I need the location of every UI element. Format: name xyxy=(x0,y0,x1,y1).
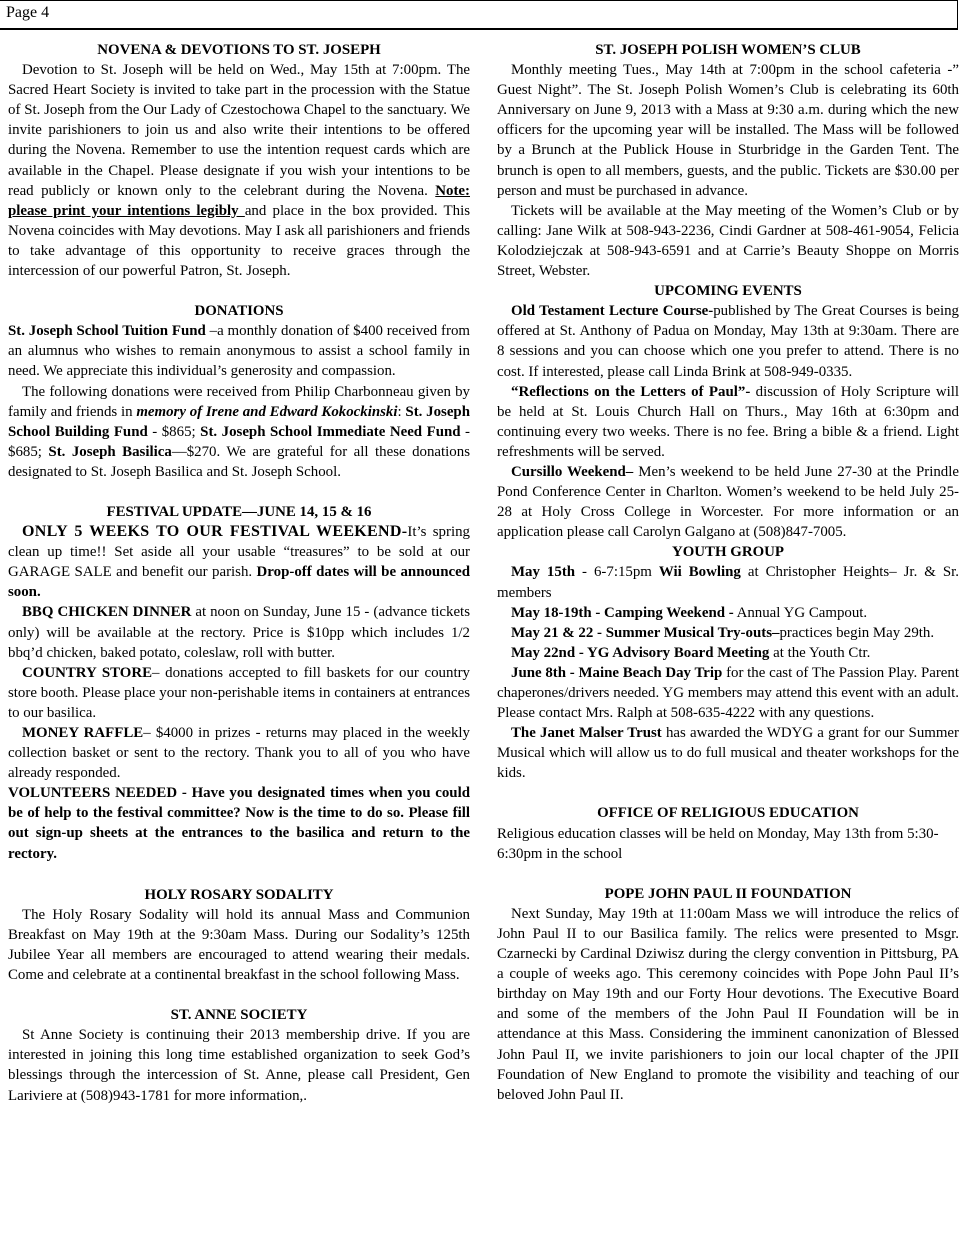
youth-item-3: May 21 & 22 - Summer Musical Try-outs–practices begin May 29th. xyxy=(511,624,935,641)
youth-item-2: May 18-19th - Camping Weekend - Annual YG Campout. xyxy=(511,604,868,621)
festival-volunteers: VOLUNTEERS NEEDED - Have you designated times when you could be of help to the festival committee? Now is the time to do so. Please fill out sign-up sheets at the entrances to the basilica and return to the rectory. xyxy=(8,785,470,862)
donations-tuition-paragraph: St. Joseph School Tuition Fund –a monthly donation of $400 received from an alumnus who wishes to remain anonymous to assist a school family in need. We appreciate this individual’s generosity and compassion. xyxy=(8,323,470,380)
novena-heading: NOVENA & DEVOTIONS TO ST. JOSEPH xyxy=(97,42,381,58)
festival-intro: ONLY 5 WEEKS TO OUR FESTIVAL WEEKEND-It’s spring clean up time!! Set aside all your usable “treasures” to be sold at our GARAGE SALE and benefit our parish. Drop-off dates will be announced soon. xyxy=(8,523,470,601)
novena-section xyxy=(8,40,470,281)
rosary-paragraph: The Holy Rosary Sodality will hold its annual Mass and Communion Breakfast on May 19th at the 9:30am Mass. During our Sodality’s 125th Jubilee Year all members are encouraged to attend wearing their medals. Come and celebrate at a continental breakfast in the school following Mass. xyxy=(8,906,470,984)
festival-heading: FESTIVAL UPDATE—JUNE 14, 15 & 16 xyxy=(106,503,372,520)
right-column xyxy=(497,40,959,1105)
youth-group-section xyxy=(497,542,959,783)
left-column xyxy=(8,40,470,1106)
stanne-heading: ST. ANNE SOCIETY xyxy=(170,1007,308,1024)
religious-ed-section xyxy=(497,803,959,863)
jp2-section xyxy=(497,884,959,1105)
novena-paragraph: Devotion to St. Joseph will be held on Wed., May 15th at 7:00pm. The Sacred Heart Society is invited to take part in the procession with the Statue of St. Joseph from the Our Lady of Czestochowa Chapel to the sanctuary. We invite parishioners to join us and also write their intentions to be offered during the Novena. Remember to use the intention request cards which are available in the Chapel. Please designate if you wish your intentions to be read publicly or known only to the celebrant during the Novena. Note: please print your intentions legibly and place in the box provided. This Novena coincides with May devotions. May I ask all parishioners and friends to take advantage of this opportunity to receive graces through the intercession of our powerful Patron, St. Joseph. xyxy=(8,62,470,280)
donations-memorial-paragraph: The following donations were received from Philip Charbonneau given by family and friends in memory of Irene and Edward Kokockinski: St. Joseph School Building Fund - $865; St. Joseph School Immediate Need Fund - $685; St. Joseph Basilica—$270. We are grateful for all these donations designated to St. Joseph Basilica and St. Joseph School. xyxy=(8,383,471,480)
youth-trust: The Janet Malser Trust has awarded the WDYG a grant for our Summer Musical which will allow us to do full musical and theater workshops for the kids. xyxy=(497,725,959,782)
festival-bbq: BBQ CHICKEN DINNER at noon on Sunday, June 15 - (advance tickets only) will be available at the rectory. Price is $10pp which includes 1/2 bbq’d chicken, baked potato, coleslaw, roll with butter. xyxy=(8,604,470,661)
festival-store: COUNTRY STORE– donations accepted to fill baskets for our country store booth. Please place your non-perishable items in containers at entrances to our basilica. xyxy=(8,664,470,721)
upcoming-ot-lecture: Old Testament Lecture Course-published by The Great Courses is being offered at St. Anthony of Padua on Monday, May 13th at 9:30am. There are 8 sessions and you can choose which one you prefer to attend. There is no cost. If interested, please call Linda Brink at 508-949-0335. xyxy=(497,303,959,380)
youth-item-4: May 22nd - YG Advisory Board Meeting at the Youth Ctr. xyxy=(511,644,871,661)
festival-section xyxy=(8,502,470,864)
donations-heading: DONATIONS xyxy=(194,303,284,320)
stanne-section xyxy=(8,1005,470,1105)
jp2-paragraph: Next Sunday, May 19th at 11:00am Mass we will introduce the relics of John Paul II to our Basilica family. The relics were presented to Msgr. Czarnecki by Cardinal Dziwisz during the clergy convention in Pittsburg, PA a couple of weeks ago. This ceremony coincides with Pope John Paul II’s birthday on May 19th and our Forty Hour devotions. The Executive Board and some of the members of the John Paul II Foundation will be in attendance at this Mass. Considering the imminent canonization of Blessed John Paul II, we invite parishioners to join our local chapter of the JPII Foundation of New England to promote the visibility and teaching of our beloved John Paul II. xyxy=(497,905,959,1103)
womens-club-paragraph-1: Monthly meeting Tues., May 14th at 7:00pm in the school cafeteria -” Guest Night”. The St. Joseph Polish Women’s Club is celebrating its 60th Anniversary on June 9, 2013 with a Mass at 9:30 a.m. during which the new officers for the upcoming year will be installed. The Mass will be followed by a Brunch at the Publick House in Sturbridge in the Garden Tent. The brunch is open to all members, guests, and the public. Tickets are $30.00 per person and must be purchased in advance. xyxy=(497,62,959,199)
donations-section xyxy=(8,301,470,482)
upcoming-events-section xyxy=(497,281,959,542)
stanne-paragraph: St Anne Society is continuing their 2013 membership drive. If you are interested in joining this long time established organization to seek God’s blessings through the intercession of St. Anne, please call President, Gen Lariviere at (508)943-1781 for more information,. xyxy=(8,1027,470,1104)
page-header xyxy=(0,0,958,30)
youth-group-heading: YOUTH GROUP xyxy=(671,544,785,561)
religious-ed-paragraph: Religious education classes will be held on Monday, May 13th from 5:30-6:30pm in the school xyxy=(497,825,939,862)
page-number: Page 4 xyxy=(6,4,50,21)
upcoming-paul: “Reflections on the Letters of Paul”- discussion of Holy Scripture will be held at St. Louis Church Hall on Thurs., May 16th at 6:30pm and continuing every two weeks. There is no fee. Bring a bible & a friend. Light refreshments will be served. xyxy=(497,383,959,460)
womens-club-section xyxy=(497,40,959,281)
upcoming-events-heading: UPCOMING EVENTS xyxy=(654,283,802,300)
womens-club-heading: ST. JOSEPH POLISH WOMEN’S CLUB xyxy=(595,42,861,58)
womens-club-paragraph-2: Tickets will be available at the May meeting of the Women’s Club or by calling: Jane Wilk at 508-943-2236, Cindi Gardner at 508-461-9054, Felicia Kolodziejczak at 508-943-6591 and at Carrie’s Beauty Shoppe on Morris Street, Webster. xyxy=(497,202,959,280)
rosary-section xyxy=(8,885,470,985)
youth-item-1: May 15th - 6-7:15pm Wii Bowling at Christopher Heights– Jr. & Sr. members xyxy=(497,564,959,601)
upcoming-cursillo: Cursillo Weekend– Men’s weekend to be held June 27-30 at the Prindle Pond Conference Center in Charlton. Women’s weekend to be held July 25-28 at Holy Cross College in Worcester. For more information or an application please call Carolyn Galgano at (508)847-7005. xyxy=(497,463,959,541)
festival-raffle: MONEY RAFFLE– $4000 in prizes - returns may placed in the weekly collection basket or sent to the rectory. Thank you to all of you who have already responded. xyxy=(8,725,471,782)
rosary-heading: HOLY ROSARY SODALITY xyxy=(144,886,334,903)
novena-note: Note: please print your intentions legibly xyxy=(8,182,470,219)
youth-item-5: June 8th - Maine Beach Day Trip for the cast of The Passion Play. Parent chaperones/drivers needed. YG members may attend this event with an adult. Please contact Mrs. Ralph at 508-635-4222 with any questions. xyxy=(497,664,959,722)
religious-ed-heading: OFFICE OF RELIGIOUS EDUCATION xyxy=(597,805,859,822)
jp2-heading: POPE JOHN PAUL II FOUNDATION xyxy=(604,885,852,902)
